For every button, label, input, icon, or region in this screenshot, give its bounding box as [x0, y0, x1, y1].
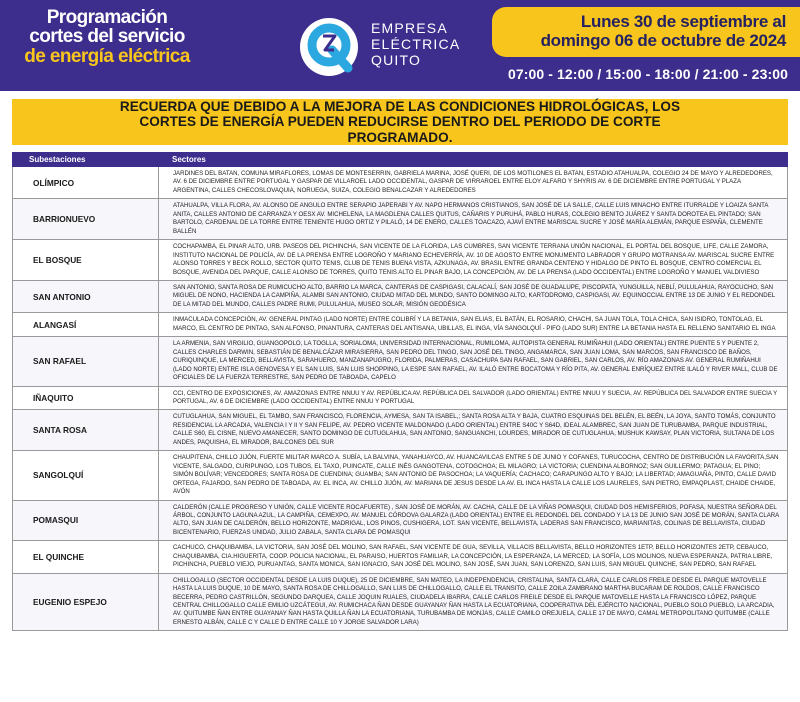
sector-list: CALDERÓN (CALLE PROGRESO Y UNIÓN, CALLE VICENTE ROCAFUERTE) , SAN JOSÉ DE MORÁN, AV. CACHA, CALLE DE LA VIÑAS POMASQUI, CIUDAD DOS HEMISFERIOS, POFASA, NUESTRA SEÑORA DEL ÁRBOL, CONJUNTO LAGUNA AZUL, LA CAMPIÑA, CEMEXPO, AV. MANUEL CÓRDOVA GALARZA (LADO ORIENTAL) ENTRE EL REDONDEL DEL CONDADO Y LA 13 DE JUNIO SAN JOSÉ DE MORÁN, SANTA CLARA ALTO, SAN JUAN DE CALDERÓN, BELLO HORIZONTE, MADRIGAL, LOS PINOS, CUSHIGERA, LOT. SAN VICENTE, BELLAVISTA, LADERAS SAN FRANCISCO, MARIANITAS, COLINAS DE BELLAVISTA, CIUDAD BICENTENARIO, FUERZAS UNIDAD, JULIO ZABALA, SANTA CLARA DE POMASQUI — [173, 503, 779, 536]
substation-name: POMASQUI — [13, 501, 159, 541]
substation-name: EL QUINCHE — [13, 541, 159, 572]
date-banner — [492, 7, 800, 57]
table-row — [13, 501, 787, 542]
header-substations: Subestaciones — [29, 155, 86, 164]
sector-list: CACHUCO, CHAQUIBAMBA, LA VICTORIA, SAN JOSÉ DEL MOLINO, SAN RAFAEL, SAN VICENTE DE GUA, SEVILLA, VILLACIS BELLAVISTA, BELLO HORIZONTES 1ETP, BELLO HORIZONTES 2ETP, CEBAUCO, CHAQUIBAMBA, CIA.HIGUERITA, COOP. POLICIA NACIONAL, EL PARAISO, HUERTOS FAMILIAR, LA CONCEPCIÓN, LA ESPERANZA, LA MERCED, LA SOFÍA, LOS MOLINOS, NUEVA ESPERANZA, PATRIA LIBRE, PICHINCHA, PUEBLO VIEJO, PURUANTAG, SANTA MONICA, SAN IGNACIO, SAN JOSÉ DEL MOLINO, SAN JOSÉ, SAN JUAN, SAN LORENZO, SAN LUIS, SAN MIGUEL QUINCHE, SAN PEDRO, SAN RAFAEL — [173, 544, 773, 569]
table-row — [13, 387, 787, 411]
substation-name: SANTA ROSA — [13, 410, 159, 450]
substation-name: SANGOLQUÍ — [13, 451, 159, 499]
table-header — [12, 152, 788, 167]
date-line-1: Lunes 30 de septiembre al — [580, 12, 786, 31]
table-row — [13, 199, 787, 240]
sector-list: INMACULADA CONCEPCIÓN, AV. GENERAL PINTAG (LADO NORTE) ENTRE COLIBRÍ Y LA BETANIA, SAN ELIAS, EL BATÁN, EL ROSARIO, CHACHI, SA JUAN TOLA, TOLA CHICA, SAN ISIDRO, TONTOLAG, EL MARCO, EL CENTRO DE PINTAG, SAN ALFONSO, PINANTURA, CANTERAS DEL ANTISANA, UBILLAS, EL INGA, VÍA SANGOLQUÍ - PIFO (LADO SUR) ENTRE LA BETANIA HASTA EL RELLENO SANITARIO EL INGA — [173, 316, 776, 332]
outage-table — [12, 152, 788, 631]
substation-name: EUGENIO ESPEJO — [13, 574, 159, 631]
table-row — [13, 541, 787, 573]
brand-line-2: ELÉCTRICA — [371, 36, 461, 53]
outage-hours: 07:00 - 12:00 / 15:00 - 18:00 / 21:00 - 23:00 — [507, 66, 788, 82]
title-line-3: de energía eléctrica — [24, 45, 190, 67]
date-line-2: domingo 06 de octubre de 2024 — [540, 30, 786, 50]
substation-name: ALANGASÍ — [13, 313, 159, 336]
sector-list: COCHAPAMBA, EL PINAR ALTO, URB. PASEOS DEL PICHINCHA, SAN VICENTE DE LA FLORIDA, LAS CUMBRES, SAN VICENTE TERRANA UNIÓN NACIONAL, EL PORTAL DEL BOSQUE, LIFE, CALLE ZAMORA, INSTITUTO NACIONAL DE POLICÍA, AV. DE LA PRENSA ENTRE LOGROÑO Y MARIANO ECHEVERRÍA, AV. 10 DE AGOSTO ENTRE MONUMENTO LABRADOR Y GRUPO MOTRANSA AV. MARISCAL SUCRE ENTRE ALONSO TORRES Y BECK ROLLO, SECTOR QUITO TENIS, CLUB DE TENIS BUENA VISTA, AZKUNAGA, AV. BRASIL ENTRE GRANDA CENTENO Y HIDALGO DE PINTO EL BOSQUE, CENTRO COMERCIAL EL BOSQUE, AVENIDA DEL PARQUE, CALLE ALONSO DE TORRES, QUITO TENIS ALTO EL PINAR BAJO, LA CONCEPCIÓN, AV. DE LA PRENSA (LADO OCCIDENTAL) ENTRE LOGROÑO Y MANUEL VALDIVIESO — [173, 243, 775, 276]
title-line-1: Programación — [46, 7, 168, 28]
title-line-2: cortes del servicio — [29, 26, 185, 48]
substation-name: IÑAQUITO — [13, 387, 159, 410]
substation-name: BARRIONUEVO — [13, 199, 159, 239]
substation-name: SAN ANTONIO — [13, 281, 159, 312]
program-title — [12, 8, 202, 66]
sector-list: CCI, CENTRO DE EXPOSICIONES, AV. AMAZONAS ENTRE NNUU Y AV. REPÚBLICA AV. REPÚBLICA DEL SALVADOR (LADO ORIENTAL) ENTRE NNUU Y SUECIA, AV. REPÚBLICA DEL SALVADOR ENTRE SUECIA Y PORTUGAL, AV. 6 DE DICIEMBRE (LADO OCCIDENTAL) ENTRE NNUU Y PORTUGAL — [173, 389, 778, 405]
notice-text: RECUERDA QUE DEBIDO A LA MEJORA DE LAS CONDICIONES HIDROLÓGICAS, LOS CORTES DE ENERGÍA PUEDEN REDUCIRSE DENTRO DEL PERIODO DE CORTE PROGRAMADO. — [119, 99, 681, 145]
sector-list: JARDINES DEL BATAN, COMUNA MIRAFLORES, LOMAS DE MONTESERRIN, GABRIELA MARINA, JOSÉ QUERI, DE LOS MOTILONES EL BATAN, ESTADIO ATAHUALPA, COLEGIO 24 DE MAYO Y ALREDEDORES, AV. 6 DE DICIEMBRE ENTRE PORTUGAL Y GASPAR DE VILLAROEL LADO OCCIDENTAL, GASPAR DE VIRRAROEL ENTRE ELOY ALFARO Y SHYRIS AV. 6 DE DICIEMBRE ENTRE PORTUGAL Y PLAZA ARGENTINA, CALLES CHECOSLOVAQUIA, NORUEGA, SUIZA, COLEGIO BENALCAZAR Y ALREDEDORES — [173, 170, 773, 194]
table-body — [12, 167, 788, 631]
notice-banner — [12, 99, 788, 145]
sector-list: LA ARMENIA, SAN VIRGILIO, GUANGOPOLO, LA TOGLLA, SORIALOMA, UNIVERSIDAD INTERNACIONAL, RUMILOMA, AUTOPISTA GENERAL RUMIÑAHUI (LADO ORIENTAL) ENTRE PUENTE 5 Y PUENTE 2, CALLES CHARLES DARWIN, SEBASTIÁN DE BENALCÁZAR MIRASIERRA, SAN PEDRO DEL TINGO, SAN JOSÉ DEL TINGO, ANGAMARCA, SAN JUAN LOMA, SAN MARCOS, SAN FRANCISCO DE BAÑOS, CURIQUINQUE, LA MERCED, BELLAVISTA, SARAHUERO, MANZANAPUGRO, FLORIDA, PALMERAS, CASACHUPA SAN RAFAEL, SAN GABRIEL, SAN CARLOS, AV. RÍO AMAZONAS AV. GENERAL RUMIÑAHUI (LADO NORTE) ENTRE ISLA GENOVESA Y EL SAN LUIS, SAN LUIS SHOPPING, LA ESPE SAN RAFAEL, AV. ILALÓ ENTRE BOCATOMA Y RÍO PITA, AV. GENERAL ENRÍQUEZ ENTRE ILALÓ Y RIVER MALL, CLUB DE OFICIALES DE LA FUERZA TERRESTRE, SAN PEDRO DE TABOADA, CAPELO — [173, 340, 778, 382]
eeq-logo-icon — [298, 16, 360, 78]
table-row — [13, 451, 787, 500]
substation-name: OLÍMPICO — [13, 167, 159, 198]
sector-list: CHILLOGALLO (SECTOR OCCIDENTAL DESDE LA LUIS DUQUE), 25 DE DICIEMBRE, SAN MATEO, LA INDEPENDENCIA, CRISTALINA, SANTA CLARA, CALLE CARLOS FREILE DESDE EL PARQUE MATOVELLE HASTA LA LUIS DUQUE, 10 DE MAYO, SANTA ROSA DE CHILLOGALLO, SAN LUIS DE CHILLOGALLO, CALLE EL TRANSITO, CALLE ZOILA ZAMBRANO MARTHA BUCARAM DE ROLDOS, CALLE FRANCISCO BECERRA, PEDRO CASTRILLÓN, SEGUNDO DARQUEA, CALLE JOQUIN RUALES, CIUDADELA IBARRA, CALLE CARLOS FREILE DESDE EL PARQUE MATOVELLE HASTA LA FRANCISCO LÓPEZ, PARQUE CENTRAL CHILLOGALLO CALLE EMILIO UZCÁTEGUI, AV. RUMICHACA ÑAN DESDE GUAYANAY ÑAN HASTA LA ECUATORIANA, COOPERATIVA DEL EJÉRCITO NACIONAL, PUEBLO SOLO PUEBLO, LA ARCADIA, AV. QUITUMBE ÑAN ENTRE GUAYANAY ÑAN HASTA QUILLA ÑAN LA ECUATORIANA, TURUBAMBA DE MONJAS, CALLE CAMILO OREJUELA, CALLE 17 DE MAYO, CAMAL METROPOLITANO QUITUMBE (CALLE ERNESTO ALBÁN, CALLE C Y CALLE D ENTRE CALLE 10 Y JORGE SALVADOR LARA) — [173, 576, 775, 626]
table-row — [13, 167, 787, 199]
table-row — [13, 574, 787, 632]
header-sectors: Sectores — [172, 155, 206, 164]
table-row — [13, 240, 787, 281]
header — [0, 0, 800, 91]
sector-list: CHAUPITENA, CHILLO JIJÓN, FUERTE MILITAR MARCO A. SUBÍA, LA BALVINA, YANAHUAYCO, AV. HUANCAVILCAS ENTRE 5 DE JUNIO Y COFANES, TURUCOCHA, CENTRO DE DISTRIBUCIÓN LA FAVORITA,SAN VICENTE, SALGADO, CURIPUNGO, LOS TUBOS, EL TAXO, PUINCATE, CALLE INÉS GANGOTENA, COTOGCHOA; EL MILAGRO; LA VICTORIA; CUENDINA ALBORNOZ; SAN GUILLERMO; PATAGUA; EL PINO; SIMÓN BOLÍVAR; VENCEDORES; SANTA ROSA DE CUENDINA; GUAMBA; SAN ANTONIO DE PASOCHOA; LA VAQUERÍA; CACHACO; CARAPUNGO ALTO Y BAJO; LA LIBERTAD; AMAGUAÑA, PINTO, CALLE DAVID ORTEGA, FAJARDO, SAN PEDRO DE TABOADA, AV. EL INCA, AV. CHILLO JIJÓN, AV. MARIANA DE JESUS DESDE LA AV. EL INCA HASTA LA CALLE LOS LAURELES, SAN PIETRO, EMPAQPLAST, CHAIDE CHAIDE, AVÓN — [173, 454, 779, 496]
brand-name — [371, 20, 460, 68]
table-row — [13, 281, 787, 313]
table-row — [13, 337, 787, 386]
brand-line-3: QUITO — [371, 52, 422, 69]
substation-name: SAN RAFAEL — [13, 337, 159, 385]
brand-line-1: EMPRESA — [371, 20, 448, 36]
sector-list: ATAHUALPA, VILLA FLORA, AV. ALONSO DE ANGULO ENTRE SERAPIO JAPERABI Y AV. NAPO HERMANOS CRISTIANOS, SAN JOSÉ DE LA SALLE, CALLE LUIS MINACHO ENTRE ITURRALDE Y LOAIZA SANTA ANITA, CALLES ANTONIO DE CARRANZA Y OESX AV. MICHELENA, LA MAGDLENA CALLES QUITUS, CAÑARIS Y PURUHÁ, PABLO HURAS, COLEGIO BENITO JUÁREZ Y SANTA DOROTEA EL PINTADO; SAN BARTOLO, CARDENAL DE LA TORRE ENTRE TENIENTE HUGO ORTIZ Y PILALÓ, 14 DE ENERO, CALLES TOACAZO, AJAVÍ ENTRE MARISCAL SUCRE Y JOSÉ MARÍA ALEMÁN, PARQUE ESPAÑA, CLEMENTE BALLÉN — [173, 202, 769, 235]
substation-name: EL BOSQUE — [13, 240, 159, 280]
table-row — [13, 313, 787, 337]
table-row — [13, 410, 787, 451]
sector-list: CUTUGLAHUA, SAN MIGUEL, EL TAMBO, SAN FRANCISCO, FLORENCIA, AYMESA, SAN TA ISABEL,; SANTA ROSA ALTA Y BAJA, CUATRO ESQUINAS DEL BELÉN, EL BEÉN, LA JOYA, SANTO TOMÁS, CONJUNTO RESIDENCIAL LA ARCADIA, VALENCIA I Y II Y SAN FELIPE, AV. PEDRO VICENTE MALDONADO (LADO ORIENTAL) ENTRE S40C Y S64D, IDEAL ALAMBREC, SAN JUAN DE TURUBAMBA, PARQUE INDUSTRIAL, CALLE S60, EL CISNE, NUEVO AMANECER, SANTO DOMINGO DE CUTUGLAHUA, SAN ANTONIO, SANGUANCHI, LOURDES, MIRADOR DE CUTUGLAHUA, MUSHUK KAWSAY, PLAN VICTORIA, SULTANA DE LOS ANDES, PAQUISHA, EL MIRADOR, BALCONES DEL SUR — [173, 413, 776, 446]
sector-list: SAN ANTONIO, SANTA ROSA DE RUMICUCHO ALTO, BARRIO LA MARCA, CANTERAS DE CASPIGASI, CALACALÍ, SAN JOSÉ DE GUADALUPE, PISCOPATA, YUNGUILLA, NEBLÍ, PULULAHUA, RAYOCUCHO, SAN MIGUEL DE NONO, HACIENDA LA CAMPIÑA, ALAMBI SAN ANTONIO, CIUDAD MITAD DEL MUNDO, SANTO DOMINGO ALTO, KARTODROMO, CASPIGASI, AV. EQUINOCCIAL ENTRE 13 DE JUNIO Y EL REDONDEL DE LA MITAD DEL MUNDO, CALLES PADRE RUMI, PULULAHUA, MUSEO SOLAR, MISIÓN GEODÉSICA — [173, 283, 775, 308]
